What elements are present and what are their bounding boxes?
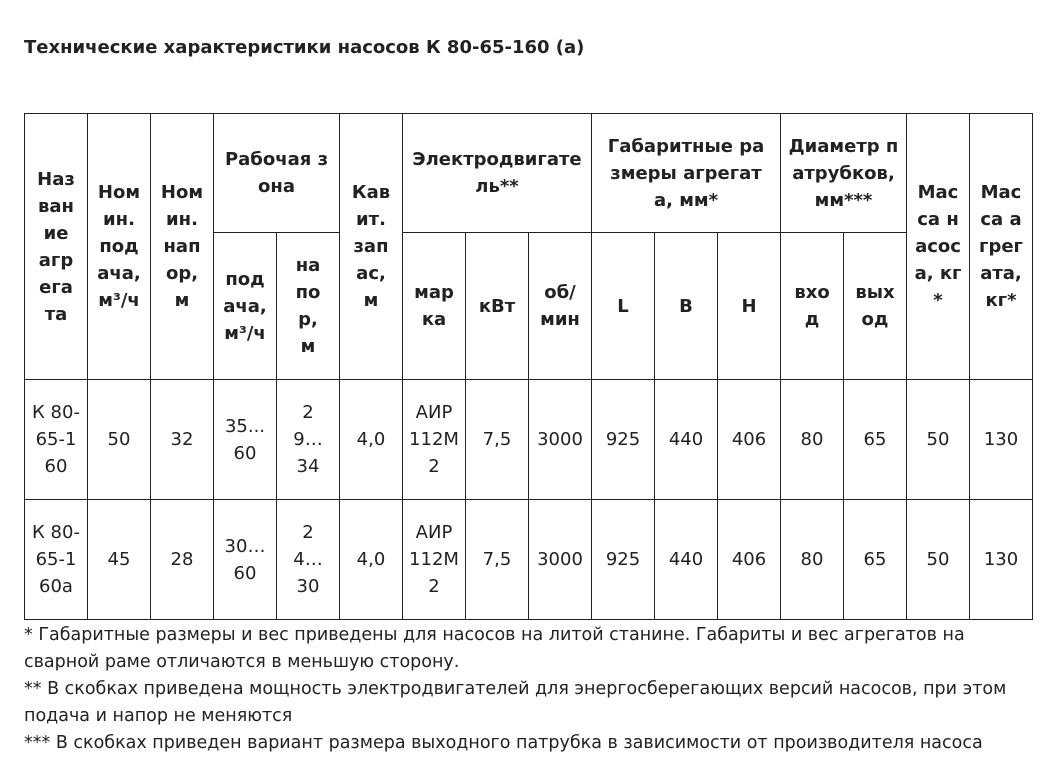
header-dims: Габаритные размеры агрегата, мм* <box>592 114 781 233</box>
header-pipe-diam: Диаметр патрубков, мм*** <box>781 114 907 233</box>
footnote-dimensions: * Габаритные размеры и вес приведены для насосов на литой станине. Габариты и вес агрегатов на сварной раме отличаются в меньшую сторону. <box>24 625 965 672</box>
cell-work-flow: 35...60 <box>214 380 277 500</box>
cell-nom-flow: 45 <box>88 500 151 620</box>
cell-motor-kw: 7,5 <box>466 500 529 620</box>
header-dim-l: L <box>592 233 655 380</box>
page-title: Технические характеристики насосов К 80-65-160 (а) <box>24 37 585 58</box>
header-name: Название агрегата <box>25 114 88 380</box>
header-pipe-in: вход <box>781 233 844 380</box>
header-pipe-out: выход <box>844 233 907 380</box>
table-row <box>25 500 1033 620</box>
cell-pipe-in: 80 <box>781 500 844 620</box>
cell-dim-h: 406 <box>718 500 781 620</box>
header-nom-flow: Номин. подача, м³/ч <box>88 114 151 380</box>
header-motor-rpm: об/мин <box>529 233 592 380</box>
cell-pump-mass: 50 <box>907 500 970 620</box>
header-unit-mass: Масса агрегата, кг* <box>970 114 1033 380</box>
cell-motor-rpm: 3000 <box>529 380 592 500</box>
cell-work-head: 29…34 <box>277 380 340 500</box>
header-work-head: напор, м <box>277 233 340 380</box>
cell-work-head: 24…30 <box>277 500 340 620</box>
cell-pipe-in: 80 <box>781 380 844 500</box>
cell-dim-b: 440 <box>655 500 718 620</box>
specs-table <box>24 113 1033 620</box>
cell-cavitation: 4,0 <box>340 500 403 620</box>
cell-dim-h: 406 <box>718 380 781 500</box>
header-row-top <box>25 114 1033 233</box>
cell-cavitation: 4,0 <box>340 380 403 500</box>
cell-nom-flow: 50 <box>88 380 151 500</box>
header-work-zone: Рабочая зона <box>214 114 340 233</box>
footnote-outlet-size: *** В скобках приведен вариант размера выходного патрубка в зависимости от производителя насоса <box>24 733 983 753</box>
footnote-motor-power: ** В скобках приведена мощность электродвигателей для энергосберегающих версий насосов, при этом подача и напор не меняются <box>24 679 1007 726</box>
cell-pipe-out: 65 <box>844 500 907 620</box>
cell-motor-brand: АИР 112М2 <box>403 500 466 620</box>
cell-unit-mass: 130 <box>970 380 1033 500</box>
cell-motor-rpm: 3000 <box>529 500 592 620</box>
table-row <box>25 380 1033 500</box>
cell-name: К 80-65-160а <box>25 500 88 620</box>
header-pump-mass: Масса насоса, кг* <box>907 114 970 380</box>
cell-pump-mass: 50 <box>907 380 970 500</box>
header-dim-b: B <box>655 233 718 380</box>
cell-motor-brand: АИР 112М2 <box>403 380 466 500</box>
cell-dim-l: 925 <box>592 500 655 620</box>
footnotes <box>24 622 1044 757</box>
cell-motor-kw: 7,5 <box>466 380 529 500</box>
header-motor: Электродвигатель** <box>403 114 592 233</box>
header-dim-h: H <box>718 233 781 380</box>
cell-dim-b: 440 <box>655 380 718 500</box>
header-motor-kw: кВт <box>466 233 529 380</box>
cell-work-flow: 30…60 <box>214 500 277 620</box>
header-work-flow: подача, м³/ч <box>214 233 277 380</box>
cell-nom-head: 32 <box>151 380 214 500</box>
cell-dim-l: 925 <box>592 380 655 500</box>
header-motor-brand: марка <box>403 233 466 380</box>
header-nom-head: Номин. напор, м <box>151 114 214 380</box>
cell-nom-head: 28 <box>151 500 214 620</box>
cell-name: К 80-65-160 <box>25 380 88 500</box>
cell-pipe-out: 65 <box>844 380 907 500</box>
header-cavitation: Кавит. запас, м <box>340 114 403 380</box>
cell-unit-mass: 130 <box>970 500 1033 620</box>
